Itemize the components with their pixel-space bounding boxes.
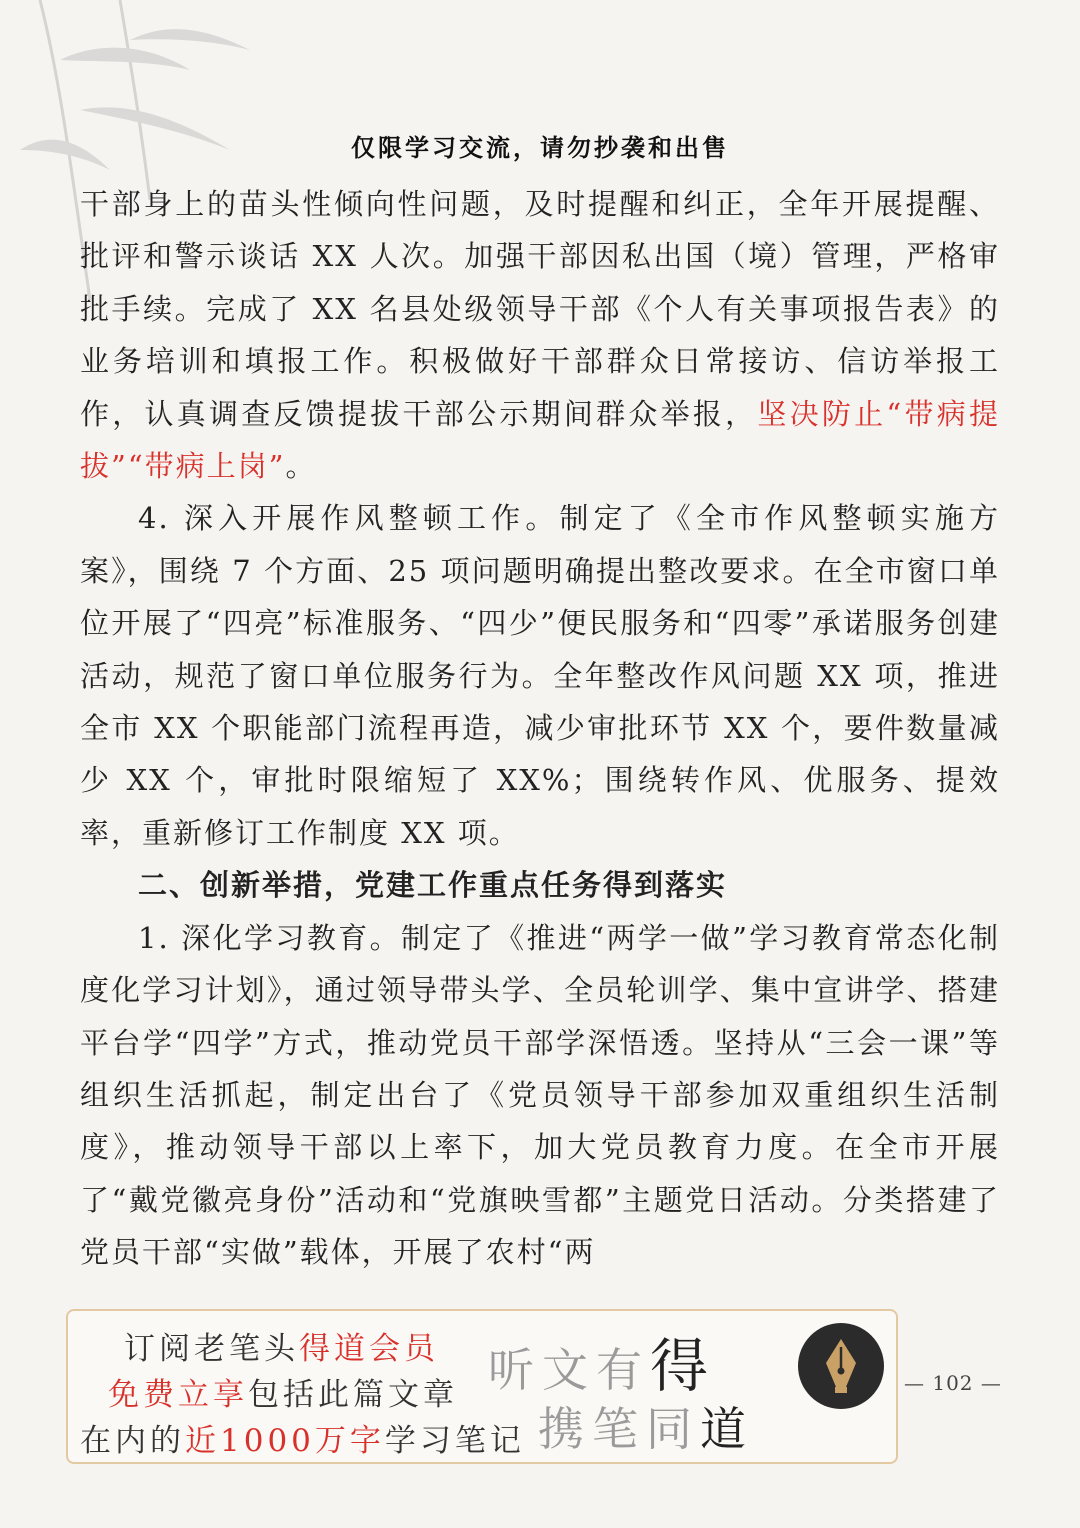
banner-line-1: 订阅老笔头得道会员 xyxy=(124,1331,439,1367)
highlighted-text: 坚决防止“带病提拔”“带病上岗” xyxy=(80,396,1000,484)
paragraph-2: 4. 深入开展作风整顿工作。制定了《全市作风整顿实施方案》，围绕 7 个方面、25 项问题明确提出整改要求。在全市窗口单位开展了“四亮”标准服务、“四少”便民服务和“四零”承诺服务创建活动，规范了窗口单位服务行为。全年整改作风问题 XX 项，推进全市 XX 个职能部门流程再造，减少审批环节 XX 个，要件数量减少 XX 个，审批时限缩短了 XX%；围绕转作风、优服务、提效率，重新修订工作制度 XX 项。 xyxy=(80,501,1000,850)
pen-nib-icon xyxy=(796,1321,886,1411)
paragraph-3: 1. 深化学习教育。制定了《推进“两学一做”学习教育常态化制度化学习计划》，通过领导带头学、全员轮训学、集中宣讲学、搭建平台学“四学”方式，推动党员干部学深悟透。坚持从“三会一课”等组织生活抓起，制定出台了《党员领导干部参加双重组织生活制度》，推动领导干部以上率下，加大党员教育力度。在全市开展了“戴党徽亮身份”活动和“党旗映雪都”主题党日活动。分类搭建了党员干部“实做”载体，开展了农村“两 xyxy=(80,920,1000,1270)
banner-slogan-1: 听文有得 xyxy=(488,1332,717,1400)
banner-slogan-2: 携笔同道 xyxy=(538,1402,754,1456)
page-number: — 102 — xyxy=(904,1371,1002,1395)
section-heading: 二、创新举措，党建工作重点任务得到落实 xyxy=(138,868,728,903)
body-text xyxy=(80,178,1000,1279)
banner-line-3: 在内的近1000万字学习笔记 xyxy=(80,1423,525,1459)
banner-line-2: 免费立享包括此篇文章 xyxy=(108,1377,458,1413)
page-header: 仅限学习交流，请勿抄袭和出售 xyxy=(351,133,729,162)
subscription-banner[interactable] xyxy=(66,1309,898,1464)
paragraph-1: 干部身上的苗头性倾向性问题，及时提醒和纠正，全年开展提醒、批评和警示谈话 XX 人次。加强干部因私出国（境）管理，严格审批手续。完成了 XX 名县处级领导干部《个人有关事项报告表》的业务培训和填报工作。积极做好干部群众日常接访、信访举报工作，认真调查反馈提拔干部公示期间群众举报，坚决防止“带病提拔”“带病上岗”。 xyxy=(80,187,1000,484)
